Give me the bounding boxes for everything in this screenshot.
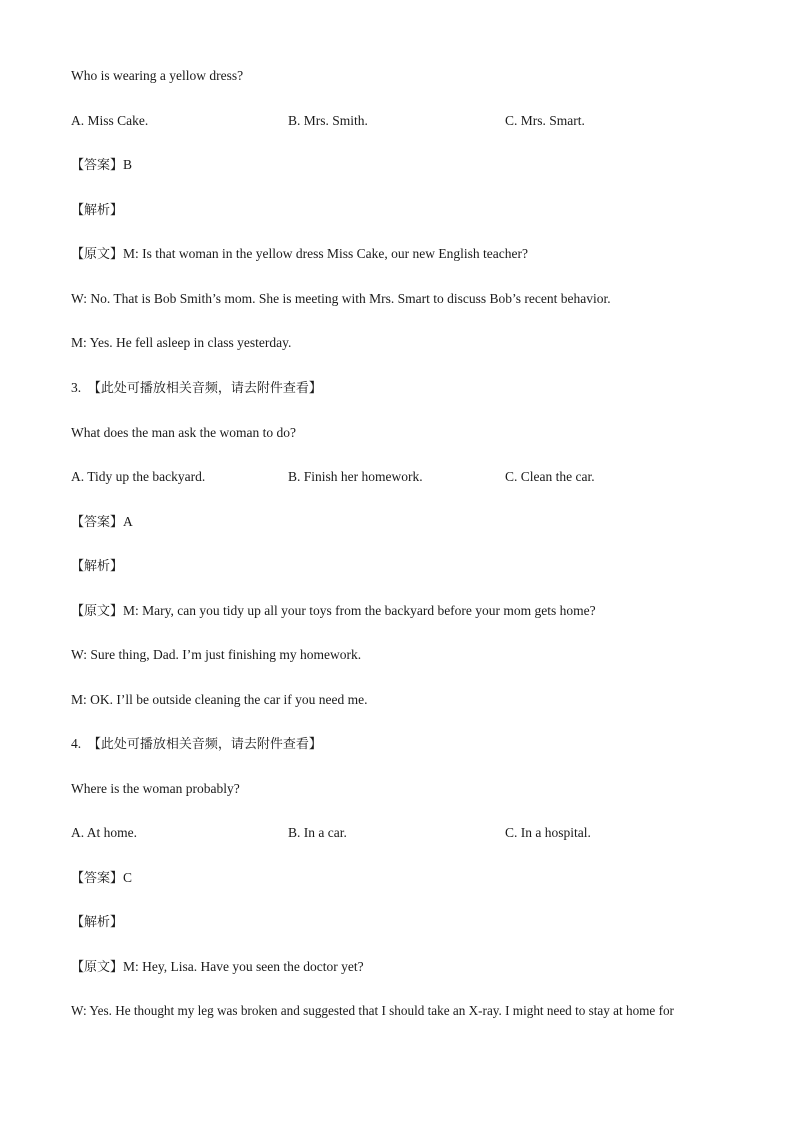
question-2-transcript-line-3: M: Yes. He fell asleep in class yesterday. <box>71 335 292 350</box>
transcript-text: M: Hey, Lisa. Have you seen the doctor yet? <box>123 959 364 974</box>
option-c: C. Clean the car. <box>505 469 595 484</box>
question-3-options <box>71 468 751 486</box>
question-2-transcript-line-2: W: No. That is Bob Smith’s mom. She is meeting with Mrs. Smart to discuss Bob’s recent behavior. <box>71 291 611 306</box>
option-a: A. At home. <box>71 825 137 840</box>
question-3-analysis <box>71 557 123 576</box>
question-number: 4. <box>71 736 82 751</box>
option-c: C. In a hospital. <box>505 825 591 840</box>
option-b: B. Mrs. Smith. <box>288 113 368 128</box>
question-4-transcript-line-2: W: Yes. He thought my leg was broken and suggested that I should take an X-ray. I might need to stay at home for <box>71 1003 674 1018</box>
option-c: C. Mrs. Smart. <box>505 113 585 128</box>
question-2-transcript-line-1 <box>71 245 528 264</box>
analysis-tag: 【解析】 <box>71 559 124 574</box>
transcript-text: M: Mary, can you tidy up all your toys from the backyard before your mom gets home? <box>123 603 596 618</box>
question-4-answer <box>71 869 132 888</box>
option-a: A. Miss Cake. <box>71 113 149 128</box>
question-2-analysis <box>71 201 123 220</box>
answer-tag: 【答案】 <box>71 515 124 530</box>
audio-note: 【此处可播放相关音频，请去附件查看】 <box>87 381 322 396</box>
question-4-transcript-line-1 <box>71 958 364 977</box>
question-3-transcript-line-2: W: Sure thing, Dad. I’m just finishing my homework. <box>71 647 362 662</box>
option-a: A. Tidy up the backyard. <box>71 469 206 484</box>
analysis-tag: 【解析】 <box>71 203 124 218</box>
transcript-tag: 【原文】 <box>71 247 124 262</box>
audio-note: 【此处可播放相关音频，请去附件查看】 <box>87 737 322 752</box>
answer-value: A <box>123 514 133 529</box>
question-4-header <box>71 735 322 754</box>
question-4-analysis <box>71 913 123 932</box>
question-2-options <box>71 112 751 130</box>
answer-value: B <box>123 157 133 172</box>
question-4-text: Where is the woman probably? <box>71 781 240 796</box>
transcript-tag: 【原文】 <box>71 960 124 975</box>
question-2-text: Who is wearing a yellow dress? <box>71 68 244 83</box>
question-2-answer <box>71 156 132 175</box>
question-3-transcript-line-3: M: OK. I’ll be outside cleaning the car if you need me. <box>71 692 368 707</box>
option-b: B. Finish her homework. <box>288 469 423 484</box>
question-3-answer <box>71 513 133 532</box>
question-number: 3. <box>71 380 82 395</box>
question-4-options <box>71 824 751 842</box>
answer-tag: 【答案】 <box>71 158 124 173</box>
question-3-header <box>71 379 322 398</box>
transcript-tag: 【原文】 <box>71 604 124 619</box>
option-b: B. In a car. <box>288 825 347 840</box>
question-3-transcript-line-1 <box>71 602 596 621</box>
analysis-tag: 【解析】 <box>71 915 124 930</box>
question-3-text: What does the man ask the woman to do? <box>71 425 296 440</box>
answer-value: C <box>123 870 133 885</box>
transcript-text: M: Is that woman in the yellow dress Miss Cake, our new English teacher? <box>123 246 528 261</box>
answer-tag: 【答案】 <box>71 871 124 886</box>
